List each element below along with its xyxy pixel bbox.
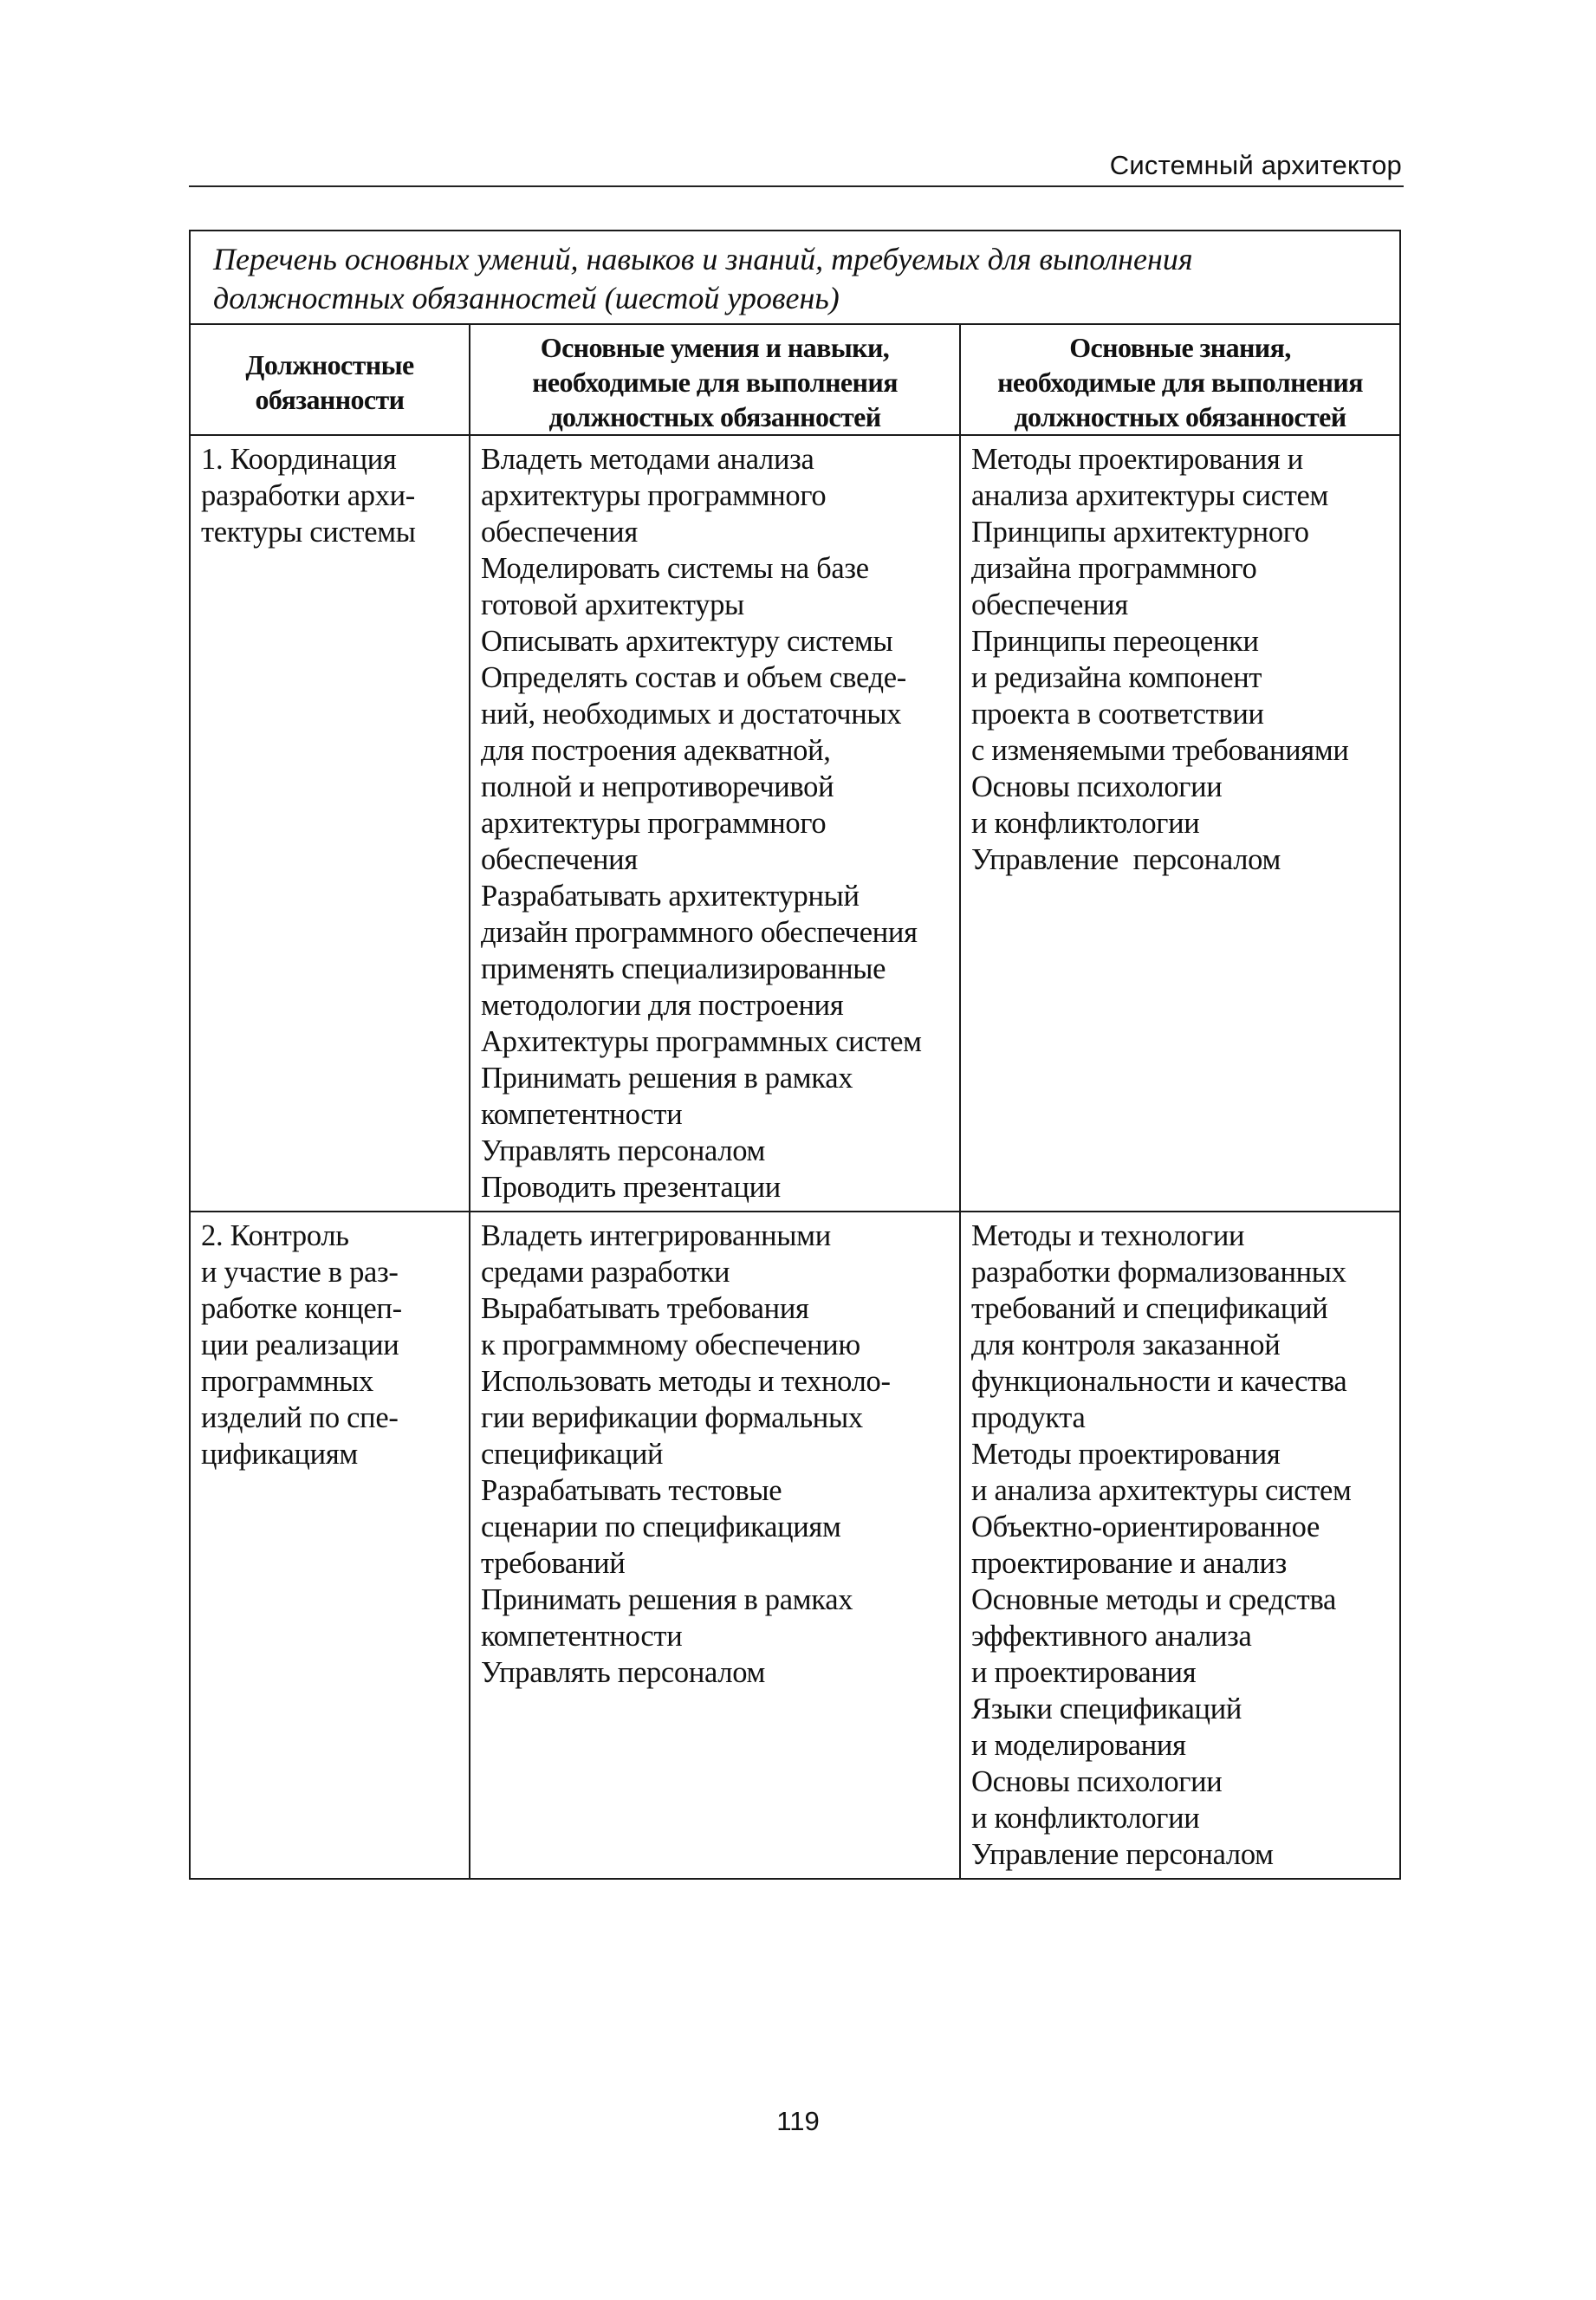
cell-line: для построения адекватной, [481,734,831,767]
table-row [190,1212,1400,1879]
cell-line: обеспечения [481,516,638,549]
cell-line: функциональности и качества [971,1365,1347,1398]
table-header-row [190,324,1400,435]
cell-line: Управлять персоналом [481,1656,766,1689]
cell-line: и моделирования [971,1729,1186,1762]
cell-line: и конфликтологии [971,807,1200,840]
cell-line: с изменяемыми требованиями [971,734,1349,767]
header-skills [470,324,960,435]
cell-line: Управление персоналом [971,1838,1274,1871]
cell-line: и конфликтологии [971,1802,1200,1835]
cell-line: полной и непротиворечивой [481,770,834,803]
knowledge-cell [960,435,1400,1212]
cell-line: эффективного анализа [971,1620,1252,1653]
cell-line: Основные методы и средства [971,1583,1336,1616]
cell-line: работке концеп- [201,1292,402,1325]
cell-line: дизайн программного обеспечения [481,916,918,949]
cell-line: Определять состав и объем сведе- [481,661,906,694]
cell-line: Основы психологии [971,770,1223,803]
cell-line: и анализа архитектуры систем [971,1474,1352,1507]
cell-line: и участие в раз- [201,1256,399,1289]
cell-line: применять специализированные [481,952,886,985]
cell-line: компетентности [481,1098,683,1131]
cell-line: Основы психологии [971,1765,1223,1798]
cell-line: и проектирования [971,1656,1197,1689]
cell-line: Моделировать системы на базе [481,552,869,585]
cell-line: Владеть интегрированными [481,1219,831,1252]
header-line: Должностные [245,349,414,380]
cell-line: обеспечения [481,843,638,876]
cell-line: Разрабатывать архитектурный [481,880,860,913]
cell-line: 1. Координация [201,443,397,476]
cell-line: готовой архитектуры [481,588,744,621]
cell-line: к программному обеспечению [481,1329,860,1361]
header-line: необходимые для выполнения [532,367,898,398]
cell-line: средами разработки [481,1256,730,1289]
cell-line: гии верификации формальных [481,1401,863,1434]
cell-line: Использовать методы и техноло- [481,1365,891,1398]
cell-line: Методы проектирования и [971,443,1303,476]
header-line: необходимые для выполнения [997,367,1363,398]
cell-line: ции реализации [201,1329,399,1361]
cell-line: Принципы переоценки [971,625,1259,658]
cell-line: анализа архитектуры систем [971,479,1329,512]
cell-line: Принимать решения в рамках [481,1062,853,1095]
cell-line: сценарии по спецификациям [481,1511,841,1543]
header-line: должностных обязанностей [548,401,881,432]
duty-cell [190,435,470,1212]
cell-line: обеспечения [971,588,1128,621]
cell-line: и редизайна компонент [971,661,1262,694]
table-caption-row [190,231,1400,324]
cell-line: цификациям [201,1438,358,1471]
header-duties [190,324,470,435]
cell-line: продукта [971,1401,1086,1434]
cell-line: Языки спецификаций [971,1693,1242,1725]
cell-line: архитектуры программного [481,807,827,840]
cell-line: программных [201,1365,373,1398]
cell-line: требований [481,1547,626,1580]
cell-line: архитектуры программного [481,479,827,512]
cell-line: разработки архи- [201,479,415,512]
cell-line: Описывать архитектуру системы [481,625,893,658]
cell-line: компетентности [481,1620,683,1653]
cell-line: 2. Контроль [201,1219,349,1252]
duty-cell [190,1212,470,1879]
cell-line: проекта в соответствии [971,698,1264,731]
cell-line: ний, необходимых и достаточных [481,698,902,731]
table-caption-line: Перечень основных умений, навыков и знаний, требуемых для выполнения [213,242,1193,276]
cell-line: изделий по спе- [201,1401,399,1434]
cell-line: Управлять персоналом [481,1134,766,1167]
header-line: должностных обязанностей [1014,401,1346,432]
page-number: 119 [776,2106,820,2136]
cell-line: Владеть методами анализа [481,443,814,476]
cell-line: Вырабатывать требования [481,1292,809,1325]
table-caption [190,231,1400,324]
cell-line: Архитектуры программных систем [481,1025,922,1058]
table-row [190,435,1400,1212]
header-knowledge [960,324,1400,435]
cell-line: тектуры системы [201,516,416,549]
cell-line: методологии для построения [481,989,844,1022]
cell-line: Проводить презентации [481,1171,781,1204]
skills-table [189,230,1401,1880]
cell-line: Принимать решения в рамках [481,1583,853,1616]
cell-line: дизайна программного [971,552,1257,585]
cell-line: Методы проектирования [971,1438,1281,1471]
cell-line: Объектно-ориентированное [971,1511,1320,1543]
skills-cell [470,435,960,1212]
cell-line: требований и спецификаций [971,1292,1328,1325]
header-line: обязанности [255,384,405,415]
cell-line: для контроля заказанной [971,1329,1281,1361]
skills-cell [470,1212,960,1879]
cell-line: проектирование и анализ [971,1547,1287,1580]
header-line: Основные умения и навыки, [540,332,890,363]
cell-line: Методы и технологии [971,1219,1245,1252]
table-caption-line: должностных обязанностей (шестой уровень) [213,281,840,315]
cell-line: Управление персоналом [971,843,1281,876]
header-line: Основные знания, [1069,332,1291,363]
cell-line: разработки формализованных [971,1256,1346,1289]
knowledge-cell [960,1212,1400,1879]
running-head-title: Системный архитектор [1109,150,1402,180]
cell-line: спецификаций [481,1438,664,1471]
cell-line: Принципы архитектурного [971,516,1309,549]
running-head [189,149,1404,187]
cell-line: Разрабатывать тестовые [481,1474,782,1507]
